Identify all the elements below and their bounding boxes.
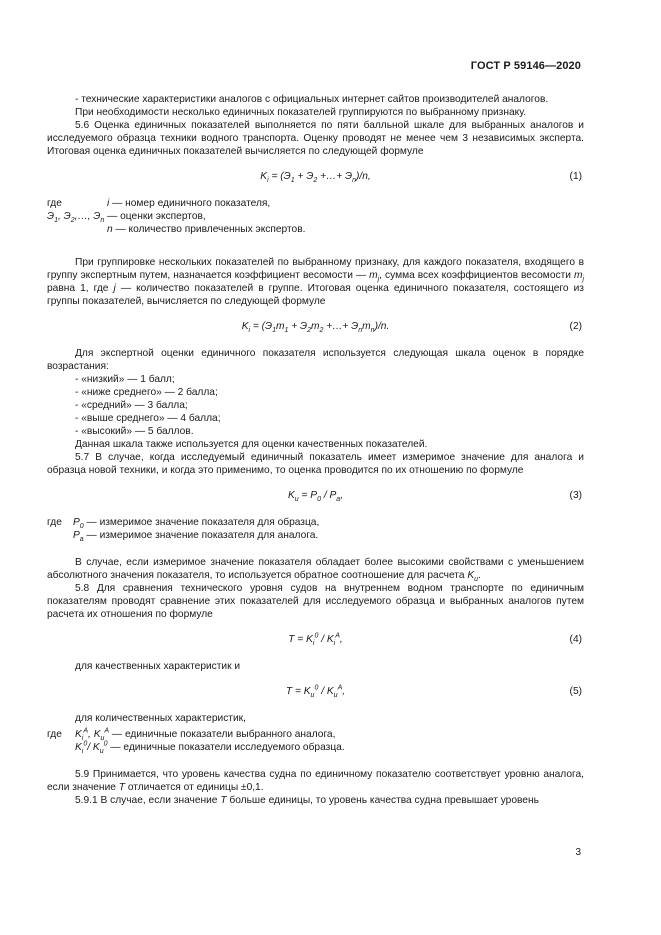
formula-3-number: (3) <box>569 490 582 501</box>
document-header: ГОСТ Р 59146—2020 <box>470 60 581 72</box>
formula-2 <box>47 320 584 333</box>
formula-1-number: (1) <box>569 171 582 182</box>
formula-5-expression: $T = K_u^0 / K_u^A$, <box>285 684 346 700</box>
paragraph-5-9: 5.9 Принимается, что уровень качества судна по единичному показателю соответствует уровню аналога, если значение T отличается от единицы ±0,1. <box>47 769 584 793</box>
paragraph-5-6: 5.6 Оценка единичных показателей выполняется по пяти балльной шкале для выбранных аналогов и исследуемого образца техники водного транспорта. Оценку проводят не менее чем 3 независимых эксперта. Итоговая оценка единичных показателей вычисляется по следующей формуле <box>47 120 584 157</box>
scale-item-3: - «средний» — 3 балла; <box>75 400 188 411</box>
legend-i-text: — номер единичного показателя, <box>112 198 271 209</box>
legend-row-p0: где $P_0$ — измеримое значение показателя для образца, <box>47 517 320 531</box>
formula-2-number: (2) <box>569 321 582 332</box>
formula-4 <box>47 633 584 646</box>
legend-row-k0: $K_i^0/$ $K_u^0$ — единичные показатели исследуемого образца. <box>75 740 345 756</box>
paragraph-analog-sources: - технические характеристики аналогов с официальных интернет сайтов производителей аналогов. <box>75 94 549 105</box>
paragraph-5-9-1: 5.9.1 В случае, если значение T больше единицы, то уровень качества судна превышает уровень <box>75 795 539 806</box>
paragraph-5-7: 5.7 В случае, когда исследуемый единичный показатель имеет измеримое значение для аналога и образца новой техники, и когда это применимо, то оценка проводится по их отношению по формуле <box>47 452 584 476</box>
formula-5-legend <box>47 728 584 754</box>
formula-3 <box>47 489 584 502</box>
scale-item-4: - «выше среднего» — 4 балла; <box>75 413 221 424</box>
legend-where: где <box>47 198 62 209</box>
legend-row-n: n — количество привлеченных экспертов. <box>107 224 306 235</box>
formula-3-expression: $K_u = P_0 / P_a$, <box>287 490 344 504</box>
paragraph-inverse: В случае, если измеримое значение показателя обладает более высокими свойствами с уменьшением абсолютного значения показателя, то используется обратное соотношение для расчета $K_u$. <box>47 557 584 584</box>
formula-3-legend <box>47 516 584 542</box>
paragraph-quantitative: для количественных характеристик, <box>75 713 246 724</box>
legend-row-i: где i — номер единичного показателя, <box>47 198 271 209</box>
scale-item-5: - «высокий» — 5 баллов. <box>75 426 194 437</box>
legend-row-pa: $P_a$ — измеримое значение показателя для аналога. <box>73 530 319 544</box>
scale-item-2: - «ниже среднего» — 2 балла; <box>75 387 218 398</box>
formula-4-expression: $T = K_i^0 / K_i^A$, <box>288 632 343 648</box>
formula-5-number: (5) <box>569 686 582 697</box>
paragraph-qualitative: для качественных характеристик и <box>75 661 241 672</box>
paragraph-scale-intro: Для экспертной оценки единичного показателя используется следующая шкала оценок в порядке возрастания: <box>47 348 584 372</box>
paragraph-scale-note: Данная шкала также используется для оценки качественных показателей. <box>75 439 428 450</box>
page-number: 3 <box>575 847 581 858</box>
formula-1 <box>47 170 584 183</box>
formula-5 <box>47 685 584 698</box>
legend-e-text: — оценки экспертов, <box>107 211 206 222</box>
legend-n-text: — количество привлеченных экспертов. <box>115 224 306 235</box>
paragraph-weights: При группировке нескольких показателей по выбранному признаку, для каждого показателя, входящего в группу экспертным путем, назначается коэффициент весомости — $m_j$, сумма всех коэффициентов весомости $m_j$ равна 1, где j — количество показателей в группе. Итоговая оценка единичного показателя, состоящего из группы показателей, вычисляется по следующей формуле <box>47 257 584 307</box>
formula-1-legend <box>47 197 584 236</box>
formula-4-number: (4) <box>569 634 582 645</box>
paragraph-grouping: При необходимости несколько единичных показателей группируются по выбранному признаку. <box>75 107 527 118</box>
formula-1-expression: $K_i = (Э_1 + Э_2$ +…+ $Э_n)/n$, <box>260 171 371 185</box>
scale-item-1: - «низкий» — 1 балл; <box>75 374 175 385</box>
legend-row-e: $Э_1$, $Э_2,\dots$, $Э_n$ — оценки экспертов, <box>47 211 206 225</box>
paragraph-5-8: 5.8 Для сравнения технического уровня судов на внутреннем водном транспорте по единичным показателям проводят сравнение этих показателей для исследуемого образца и выбранных аналогов путем расчета их отношения по формуле <box>47 583 584 620</box>
legend-row-ka: где $K_i^A$, $K_u^A$ — единичные показатели выбранного аналога, <box>47 727 336 743</box>
formula-2-expression: $K_i = (Э_1m_1 + Э_2m_2$ +…+ $Э_nm_n)/n$. <box>241 321 390 335</box>
document-body <box>47 93 584 807</box>
